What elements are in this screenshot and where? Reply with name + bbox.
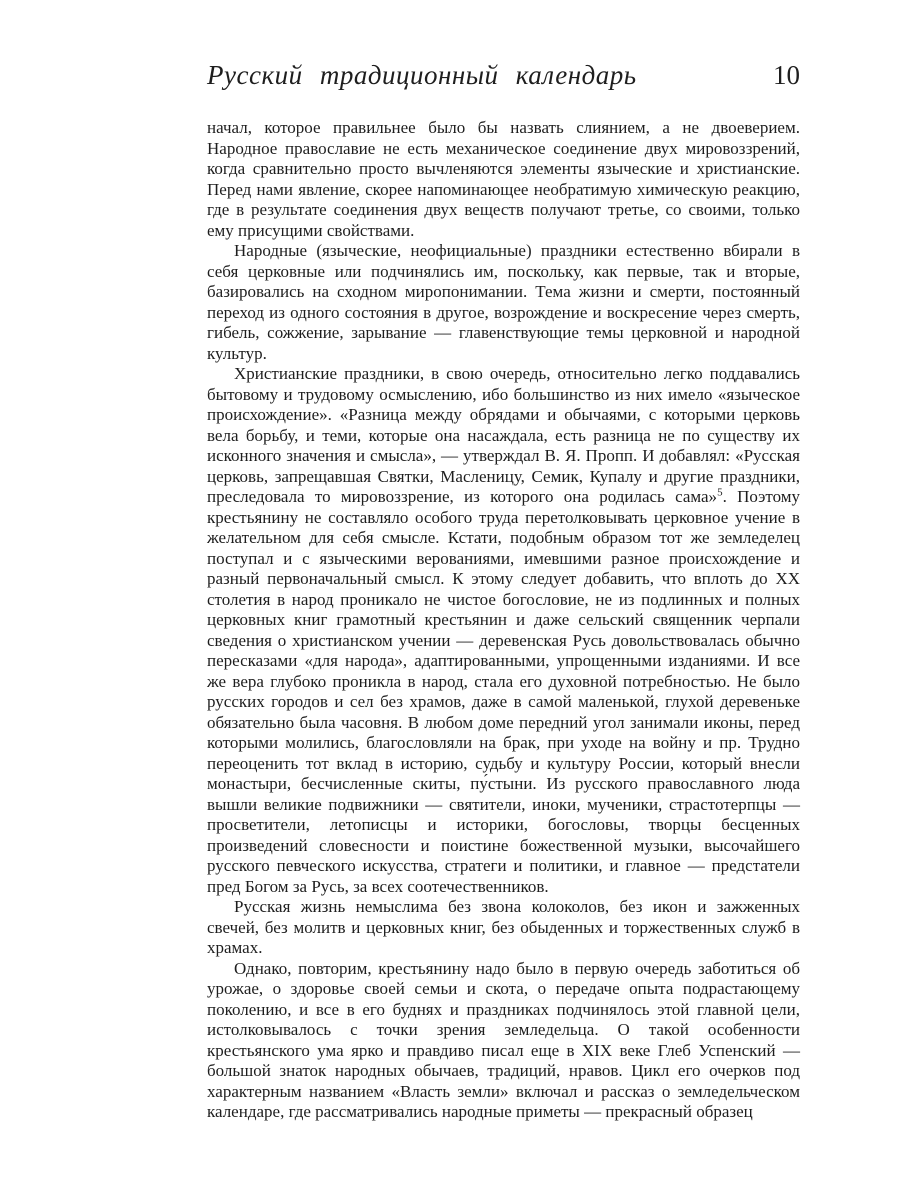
paragraph-christian-holidays <box>207 364 800 897</box>
running-head <box>207 60 800 91</box>
page-number: 10 <box>773 60 800 90</box>
paragraph-folk-holidays: Народные (языческие, неофициальные) праздники естественно вбирали в себя церковные или подчинялись им, поскольку, как первые, так и вторые, базировались на сходном миропонимании. Тема жизни и смерти, постоянный переход из одного состояния в другое, возрождение и воскресение через смерть, гибель, сожжение, зарывание — главенствующие темы церковной и народной культур. <box>207 241 800 363</box>
page-body <box>207 118 800 1123</box>
paragraph-continuation: начал, которое правильнее было бы назвать слиянием, а не двоеверием. Народное православие не есть механическое соединение двух мировоззрений, когда сравнительно просто вычленяются элементы языческие и христианские. Перед нами явление, скорее напоминающее необратимую химическую реакцию, где в результате соединения двух веществ получают третье, со своими, только ему присущими свойствами. <box>207 118 800 240</box>
paragraph-russian-life: Русская жизнь немыслима без звона колоколов, без икон и зажженных свечей, без молитв и церковных книг, без обыденных и торжественных служб в храмах. <box>207 897 800 957</box>
footnote-reference-marker: 5 <box>717 486 723 499</box>
paragraph-text-after-footnote: . Поэтому крестьянину не составляло особого труда перетолковывать церковное учение в желательном для себя смысле. Кстати, подобным образом тот же земледелец поступал и с языческими верованиями, имевшими разное происхождение и разный первоначальный смысл. К этому следует добавить, что вплоть до XX столетия в народ проникало не чистое богословие, не из подлинных и полных церковных книг грамотный крестьянин и даже сельский священник черпали сведения о христианском учении — деревенская Русь довольствовалась обычно пересказами «для народа», адаптированными, упрощенными изданиями. И все же вера глубоко проникла в народ, стала его духовной потребностью. Не было русских городов и сел без храмов, даже в самой маленькой, глухой деревеньке обязательно была часовня. В любом доме передний угол занимали иконы, перед которыми молились, благословляли на брак, при уходе на войну и пр. Трудно переоценить тот вклад в историю, судьбу и культуру России, который внесли монастыри, бесчисленные скиты, пу́стыни. Из русского православного люда вышли великие подвижники — святители, иноки, мученики, страстотерпцы — просветители, летописцы и историки, богословы, творцы бесценных произведений словесности и поистине божественной музыки, высочайшего русского певческого искусства, стратеги и политики, и главное — предстатели пред Богом за Русь, за всех соотечественников. <box>207 487 800 896</box>
paragraph-text-before-footnote: Христианские праздники, в свою очередь, относительно легко поддавались бытовому и трудовому осмыслению, ибо большинство из них имело «языческое происхождение». «Разница между обрядами и обычаями, с которыми церковь вела борьбу, и теми, которые она насаждала, есть разница не по существу их исконного значения и смысла», — утверждал В. Я. Пропп. И добавлял: «Русская церковь, запрещавшая Святки, Масленицу, Семик, Купалу и другие праздники, преследовала то мировоззрение, из которого она родилась сама» <box>207 364 800 506</box>
paragraph-peasant-calendar: Однако, повторим, крестьянину надо было в первую очередь заботиться об урожае, о здоровье своей семьи и скота, о передаче опыта подрастающему поколению, и все в его буднях и праздниках подчинялось этой главной цели, истолковывалось с точки зрения земледельца. О такой особенности крестьянского ума ярко и правдиво писал еще в XIX веке Глеб Успенский — большой знаток народных обычаев, традиций, нравов. Цикл его очерков под характерным названием «Власть земли» включал и рассказ о земледельческом календаре, где рассматривались народные приметы — прекрасный образец <box>207 958 800 1121</box>
running-head-title: Русский традиционный календарь <box>207 60 637 90</box>
page-content <box>207 0 800 1123</box>
